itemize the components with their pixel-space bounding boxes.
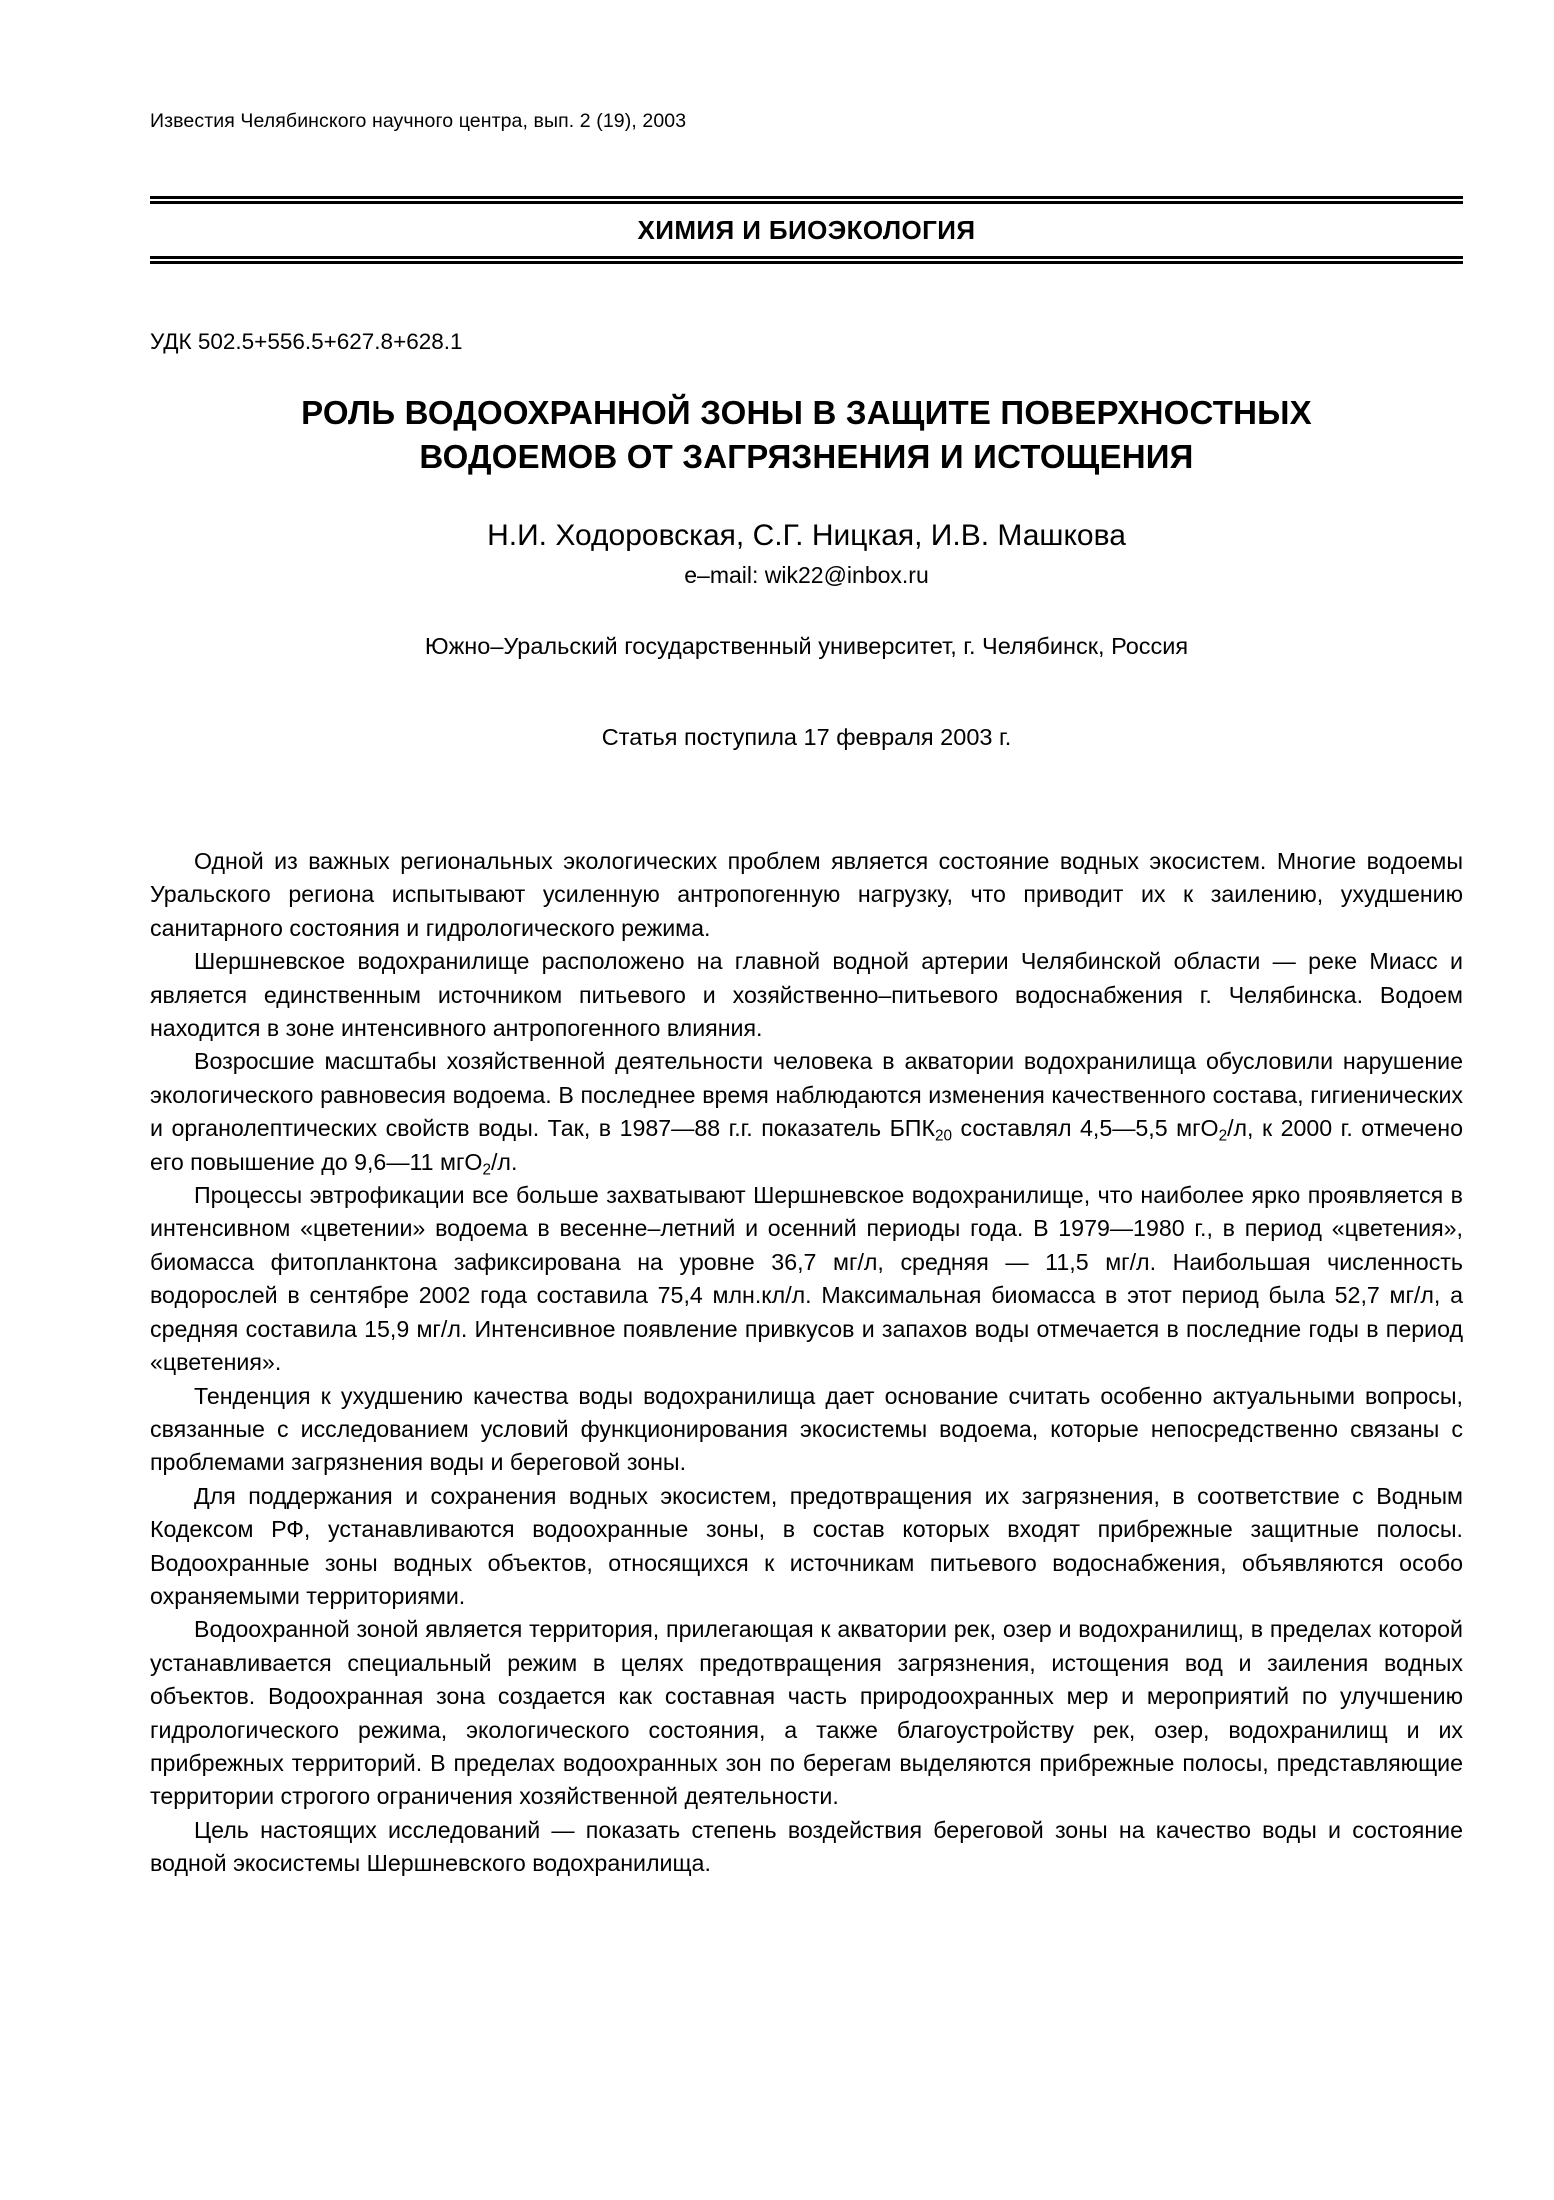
rule-top <box>150 196 1463 204</box>
affiliation: Южно–Уральский государственный университет, г. Челябинск, Россия <box>424 633 1189 659</box>
paragraph: Процессы эвтрофикации все больше захватывают Шершневское водохранилище, что наиболее ярко проявляется в интенсивном «цветении» водоема в весенне–летний и осенний периоды года. В 1979—1980 г., в период «цветения», биомасса фитопланктона зафиксирована на уровне 36,7 мг/л, средняя — 11,5 мг/л. Наибольшая численность водорослей в сентябре 2002 года составила 75,4 млн.кл/л. Максимальная биомасса в этот период была 52,7 мг/л, а средняя составила 15,9 мг/л. Интенсивное появление привкусов и запахов воды отмечается в последние годы в период «цветения». <box>150 1182 1463 1376</box>
author-list: Н.И. Ходоровская, С.Г. Ницкая, И.В. Машкова <box>487 519 1126 552</box>
paragraph: Тенденция к ухудшению качества воды водохранилища дает основание считать особенно актуальными вопросы, связанные с исследованием условий функционирования экосистемы водоема, которые непосредственно связаны с проблемами загрязнения воды и береговой зоны. <box>150 1382 1463 1476</box>
paragraph: Для поддержания и сохранения водных экосистем, предотвращения их загрязнения, в соответствие с Водным Кодексом РФ, устанавливаются водоохранные зоны, в состав которых входят прибрежные защитные полосы. Водоохранные зоны водных объектов, относящихся к источникам питьевого водоснабжения, объявляются особо охраняемыми территориями. <box>150 1482 1463 1609</box>
paragraph <box>150 1045 1463 1179</box>
paragraph-text: составлял 4,5—5,5 мгО <box>952 1115 1219 1142</box>
paragraph: Шершневское водохранилище расположено на главной водной артерии Челябинской области — реке Миасс и является единственным источником питьевого и хозяйственно–питьевого водоснабжения г. Челябинска. Водоем находится в зоне интенсивного антропогенного влияния. <box>150 948 1463 1042</box>
section-title: ХИМИЯ И БИОЭКОЛОГИЯ <box>637 215 976 245</box>
paragraph-text: /л. <box>490 1148 518 1175</box>
contact-email: e–mail: wik22@inbox.ru <box>684 562 929 588</box>
paragraph-text: Возросшие масштабы хозяйственной деятельности человека в акватории водохранилища обусловили нарушение экологического равновесия водоема. В последнее время наблюдаются изменения качественного состава, гигиенических и органолептических свойств воды. Так, в 1987—88 г.г. показатель БПК <box>150 1048 1463 1142</box>
udc-code: УДК 502.5+556.5+627.8+628.1 <box>150 329 463 354</box>
paragraph-text: /л, к 2000 г. отмечено его повышение до 9,6—11 мгО <box>150 1115 1463 1175</box>
subscript-bpk: 20 <box>934 1127 952 1145</box>
paragraph: Водоохранной зоной является территория, прилегающая к акватории рек, озер и водохранилищ, в пределах которой устанавливается специальный режим в целях предотвращения загрязнения, истощения вод и заиления водных объектов. Водоохранная зона создается как составная часть природоохранных мер и мероприятий по улучшению гидрологического режима, экологического состояния, а также благоустройству рек, озер, водохранилищ и их прибрежных территорий. В пределах водоохранных зон по берегам выделяются прибрежные полосы, представляющие территории строгого ограничения хозяйственной деятельности. <box>150 1616 1463 1810</box>
section-header-band <box>150 196 1463 264</box>
received-date: Статья поступила 17 февраля 2003 г. <box>601 724 1012 750</box>
paragraph: Одной из важных региональных экологических проблем является состояние водных экосистем. Многие водоемы Уральского региона испытывают усиленную антропогенную нагрузку, что приводит их к заилению, ухудшению санитарного состояния и гидрологического режима. <box>150 848 1463 941</box>
article-title-line-1: РОЛЬ ВОДООХРАННОЙ ЗОНЫ В ЗАЩИТЕ ПОВЕРХНОСТНЫХ <box>301 394 1312 431</box>
paragraph: Цель настоящих исследований — показать степень воздействия береговой зоны на качество воды и состояние водной экосистемы Шершневского водохранилища. <box>150 1816 1463 1877</box>
subscript-o2: 2 <box>1218 1127 1228 1145</box>
article-title <box>150 391 1463 478</box>
subscript-o2: 2 <box>482 1160 491 1178</box>
article-title-line-2: ВОДОЕМОВ ОТ ЗАГРЯЗНЕНИЯ И ИСТОЩЕНИЯ <box>419 437 1194 475</box>
running-head: Известия Челябинского научного центра, вып. 2 (19), 2003 <box>150 110 687 132</box>
article-body <box>150 845 1463 1881</box>
rule-bottom <box>150 256 1463 264</box>
